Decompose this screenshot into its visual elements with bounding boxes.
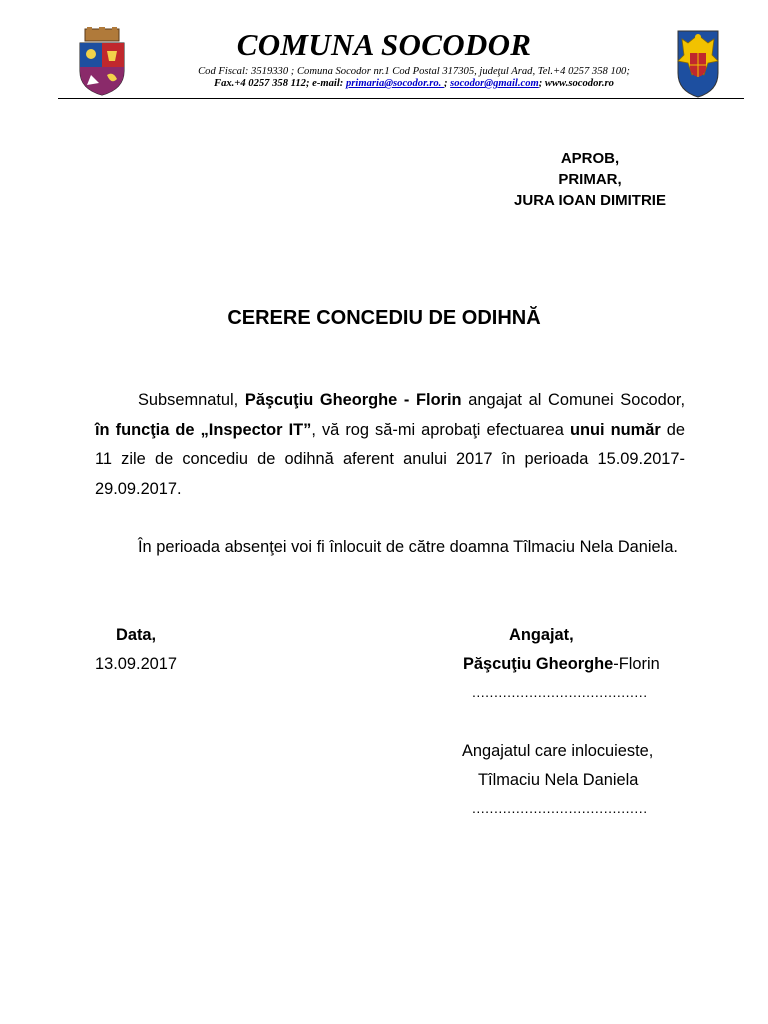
employee-signature-line: ........................................	[472, 684, 648, 700]
employee-label: Angajat,	[509, 626, 574, 644]
approval-line: APROB,	[560, 150, 620, 167]
email-link-gmail[interactable]: socodor@gmail.com	[450, 78, 539, 89]
date-value: 13.09.2017	[95, 655, 178, 673]
employee-signature-name	[463, 655, 660, 674]
text-run: angajat al Comunei Socodor,	[461, 391, 685, 409]
document-title: CERERE CONCEDIU DE ODIHNĂ	[227, 307, 541, 329]
replacement-paragraph	[95, 533, 685, 563]
separator: ;	[443, 78, 451, 89]
approval-block	[470, 148, 710, 211]
replacement-signature-line: ........................................	[472, 800, 648, 816]
header-divider	[58, 98, 744, 99]
replacement-name: Tîlmaciu Nela Daniela	[478, 771, 639, 789]
text-run: , vă rog să-mi aprobaţi efectuarea	[311, 420, 570, 439]
number-phrase: unui număr	[569, 420, 661, 439]
text-run: În perioada absenţei voi fi înlocuit de către doamna Tîlmaciu Nela Daniela.	[138, 538, 678, 556]
date-label: Data,	[116, 626, 157, 644]
email-link-primaria[interactable]: primaria@socodor.ro.	[345, 78, 444, 89]
fax-text: Fax.+4 0257 358 112; e-mail:	[214, 78, 346, 89]
contact-emails-line	[30, 78, 768, 89]
contact-line: Cod Fiscal: 3519330 ; Comuna Socodor nr.1 Cod Postal 317305, judeţul Arad, Tel.+4 0257 358 100;	[198, 66, 630, 77]
employee-name-bold: Păşcuţiu Gheorghe	[463, 655, 614, 673]
replacement-label: Angajatul care inlocuieste,	[462, 742, 654, 760]
employee-name: Păşcuţiu Gheorghe - Florin	[244, 391, 462, 409]
text-run: Subsemnatul,	[138, 391, 245, 409]
text-run: de 11 zile de concediu de odihnă aferent anului 2017 în perioada 15.09.2017-29.09.2017.	[95, 420, 685, 498]
job-function: în funcţia de „Inspector IT”	[95, 420, 312, 439]
romania-coat-of-arms	[674, 27, 722, 99]
employee-name-rest: -Florin	[613, 655, 660, 673]
website-text: ; www.socodor.ro	[538, 78, 614, 89]
request-paragraph	[95, 386, 685, 504]
approval-role: PRIMAR,	[558, 171, 622, 188]
organization-name: COMUNA SOCODOR	[236, 27, 532, 62]
approval-signatory: JURA IOAN DIMITRIE	[514, 192, 666, 209]
